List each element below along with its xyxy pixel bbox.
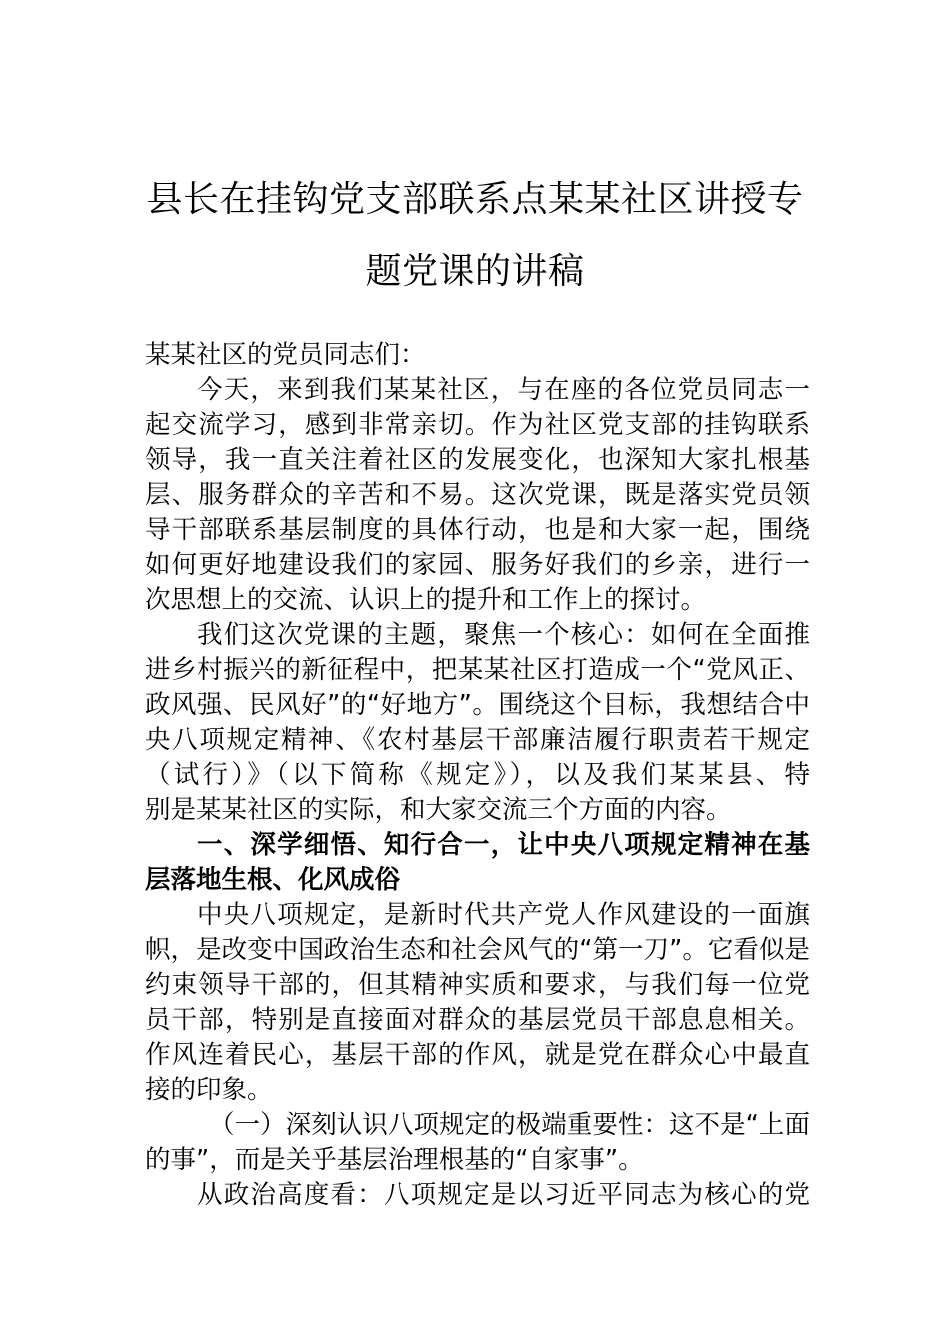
salutation: 某某社区的党员同志们： [145, 340, 426, 370]
paragraph-line: 央八项规定精神、《农村基层干部廉洁履行职责若干规定 [145, 725, 810, 755]
section-heading-line: 一、深学细悟、知行合一，让中央八项规定精神在基 [197, 830, 810, 860]
paragraph-line: 进乡村振兴的新征程中，把某某社区打造成一个“党风正、 [145, 655, 810, 685]
paragraph-line: 约束领导干部的，但其精神实质和要求，与我们每一位党 [145, 970, 810, 1000]
paragraph-line: 别是某某社区的实际，和大家交流三个方面的内容。 [145, 795, 732, 825]
paragraph-line: 今天，来到我们某某社区，与在座的各位党员同志一 [197, 375, 810, 405]
paragraph-line: （试行）》（以下简称《规定》），以及我们某某县、特 [145, 760, 810, 790]
paragraph-line: 接的印象。 [145, 1075, 273, 1105]
paragraph-line: 我们这次党课的主题，聚焦一个核心：如何在全面推 [197, 620, 810, 650]
subsection-heading-line: （一）深刻认识八项规定的极端重要性：这不是“上面 [209, 1110, 810, 1140]
document-title-line-1: 县长在挂钩党支部联系点某某社区讲授专 [146, 179, 804, 220]
paragraph-line: 政风强、民风好”的“好地方”。围绕这个目标，我想结合中 [145, 690, 810, 720]
section-heading-line: 层落地生根、化风成俗 [145, 865, 401, 895]
subsection-heading-line: 的事”，而是关乎基层治理根基的“自家事”。 [145, 1145, 644, 1175]
paragraph-line: 领导，我一直关注着社区的发展变化，也深知大家扎根基 [145, 445, 810, 475]
paragraph-line: 层、服务群众的辛苦和不易。这次党课，既是落实党员领 [145, 480, 810, 510]
paragraph-line: 导干部联系基层制度的具体行动，也是和大家一起，围绕 [145, 515, 810, 545]
paragraph-line: 从政治高度看：八项规定是以习近平同志为核心的党 [197, 1180, 810, 1210]
paragraph-line: 次思想上的交流、认识上的提升和工作上的探讨。 [145, 585, 707, 615]
document-title-line-2: 题党课的讲稿 [365, 251, 585, 292]
paragraph-line: 作风连着民心，基层干部的作风，就是党在群众心中最直 [145, 1040, 810, 1070]
paragraph-line: 如何更好地建设我们的家园、服务好我们的乡亲，进行一 [145, 550, 810, 580]
paragraph-line: 起交流学习，感到非常亲切。作为社区党支部的挂钩联系 [145, 410, 810, 440]
document-body [145, 338, 810, 1213]
paragraph-line: 帜，是改变中国政治生态和社会风气的“第一刀”。它看似是 [145, 935, 810, 965]
paragraph-line: 中央八项规定，是新时代共产党人作风建设的一面旗 [197, 900, 810, 930]
paragraph-line: 员干部，特别是直接面对群众的基层党员干部息息相关。 [145, 1005, 810, 1035]
